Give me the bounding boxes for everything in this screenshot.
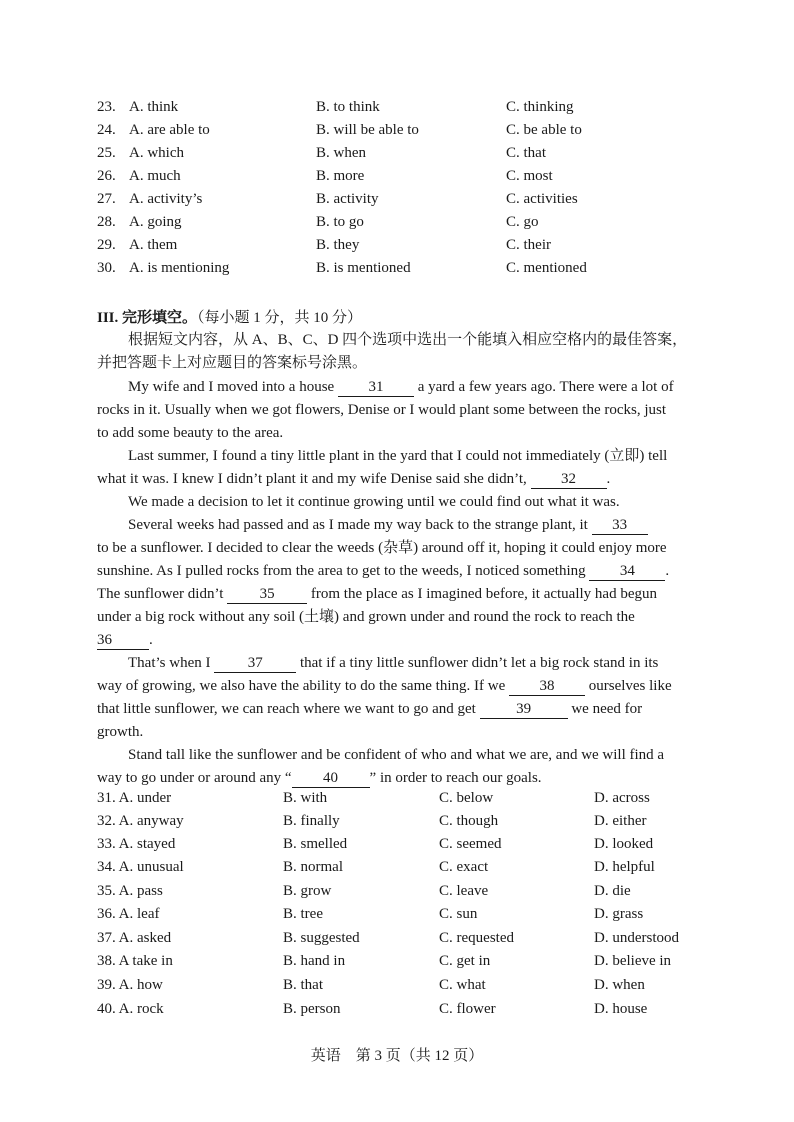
option-c: C. sun	[439, 906, 478, 922]
question-number: 23.	[97, 99, 116, 115]
option-a: A. much	[129, 168, 181, 184]
question-number: 29.	[97, 237, 116, 253]
passage-text: way of growing, we also have the ability to do the same thing. If we	[97, 678, 506, 694]
instruction-line: 并把答题卡上对应题目的答案标号涂黑。	[97, 355, 368, 371]
question-number: 28.	[97, 214, 116, 230]
passage-text: way to go under or around any “	[97, 770, 292, 786]
option-c: C. activities	[506, 191, 578, 207]
question-number: 30.	[97, 260, 116, 276]
option-a: 31. A. under	[97, 790, 172, 806]
passage-line	[97, 468, 704, 491]
option-a: A. them	[129, 237, 178, 253]
option-a: 37. A. asked	[97, 930, 172, 946]
section-instructions-2	[97, 352, 704, 375]
option-b: B. when	[316, 145, 366, 161]
option-a: A. which	[129, 145, 184, 161]
option-row-32	[97, 813, 737, 835]
blank-39: 39	[480, 701, 568, 719]
section-score: （每小题 1 分，共 10 分）	[197, 310, 363, 326]
option-c: C. their	[506, 237, 551, 253]
option-b: B. hand in	[283, 953, 346, 969]
option-c: C. though	[439, 813, 499, 829]
question-number: 27.	[97, 191, 116, 207]
passage-text: that if a tiny little sunflower didn’t let a big rock stand in its	[299, 655, 659, 671]
blank-36: 36	[97, 632, 149, 650]
option-a: 40. A. rock	[97, 1001, 164, 1017]
passage-text: sunshine. As I pulled rocks from the area to get to the weeds, I noticed something	[97, 563, 586, 579]
option-d: D. either	[594, 813, 647, 829]
option-a: A. going	[129, 214, 182, 230]
option-d: D. die	[594, 883, 631, 899]
option-b: B. with	[283, 790, 328, 806]
passage-text: ” in order to reach our goals.	[369, 770, 542, 786]
option-row-35	[97, 883, 737, 905]
option-c: C. below	[439, 790, 494, 806]
passage-text: .	[665, 563, 670, 579]
option-a: 38. A take in	[97, 953, 173, 969]
option-row-28	[97, 214, 794, 236]
blank-40: 40	[292, 770, 370, 788]
passage-text: that little sunflower, we can reach where we want to go and get	[97, 701, 476, 717]
blank-33: 33	[592, 517, 648, 535]
option-row-23	[97, 99, 794, 121]
option-b: B. grow	[283, 883, 332, 899]
option-row-30	[97, 260, 794, 282]
question-number: 24.	[97, 122, 116, 138]
option-row-33	[97, 836, 737, 858]
passage-line	[97, 560, 704, 583]
option-b: B. person	[283, 1001, 341, 1017]
option-a: A. think	[129, 99, 179, 115]
passage-text: The sunflower didn’t	[97, 586, 224, 602]
passage-line: rocks in it. Usually when we got flowers, Denise or I would plant some between the rocks, just	[97, 402, 667, 418]
section-instructions	[128, 329, 704, 352]
passage-line	[97, 675, 704, 698]
passage-line	[97, 629, 704, 652]
question-number: 26.	[97, 168, 116, 184]
option-b: B. is mentioned	[316, 260, 411, 276]
option-d: D. across	[594, 790, 650, 806]
option-c: C. mentioned	[506, 260, 587, 276]
section-title: III. 完形填空。	[97, 310, 198, 326]
option-c: C. flower	[439, 1001, 496, 1017]
passage-line: to be a sunflower. I decided to clear the weeds (杂草) around off it, hoping it could enjoy more	[97, 540, 667, 556]
option-c: C. seemed	[439, 836, 502, 852]
option-c: C. what	[439, 977, 486, 993]
passage-text: from the place as I imagined before, it actually had begun	[310, 586, 657, 602]
passage-line: Last summer, I found a tiny little plant in the yard that I could not immediately (立即) tell	[128, 448, 668, 464]
passage-line	[97, 514, 704, 537]
passage-line: Stand tall like the sunflower and be confident of who and what we are, and we will find a	[128, 747, 665, 763]
page-footer: 英语 第 3 页（共 12 页）	[310, 1048, 484, 1064]
option-c: C. exact	[439, 859, 489, 875]
option-row-37	[97, 930, 737, 952]
option-a: 35. A. pass	[97, 883, 163, 899]
passage-text: My wife and I moved into a house	[128, 379, 335, 395]
question-number: 25.	[97, 145, 116, 161]
passage-text: .	[606, 471, 611, 487]
passage-text: we need for	[571, 701, 643, 717]
option-c: C. be able to	[506, 122, 582, 138]
option-b: B. finally	[283, 813, 340, 829]
blank-31: 31	[338, 379, 414, 397]
option-b: B. will be able to	[316, 122, 419, 138]
option-a: A. activity’s	[129, 191, 203, 207]
option-a: 36. A. leaf	[97, 906, 160, 922]
passage-text: ourselves like	[588, 678, 672, 694]
passage-line	[97, 652, 704, 675]
option-row-24	[97, 122, 794, 144]
option-row-39	[97, 977, 737, 999]
option-b: B. tree	[283, 906, 323, 922]
option-row-29	[97, 237, 794, 259]
passage-line	[97, 767, 704, 790]
option-d: D. helpful	[594, 859, 655, 875]
option-a: 32. A. anyway	[97, 813, 184, 829]
option-row-26	[97, 168, 794, 190]
option-row-38	[97, 953, 737, 975]
option-b: B. more	[316, 168, 365, 184]
option-d: D. grass	[594, 906, 644, 922]
option-row-34	[97, 859, 737, 881]
passage	[97, 376, 704, 790]
passage-line	[97, 376, 704, 399]
option-c: C. requested	[439, 930, 514, 946]
option-a: A. is mentioning	[129, 260, 230, 276]
passage-line	[97, 698, 704, 721]
option-b: B. smelled	[283, 836, 348, 852]
passage-line: under a big rock without any soil (土壤) and grown under and round the rock to reach the	[97, 609, 635, 625]
passage-text: That’s when I	[128, 655, 211, 671]
section-heading	[97, 306, 362, 327]
option-b: B. that	[283, 977, 323, 993]
option-c: C. thinking	[506, 99, 574, 115]
passage-line: We made a decision to let it continue growing until we could find out what it was.	[128, 494, 620, 510]
option-a: 34. A. unusual	[97, 859, 184, 875]
option-d: D. looked	[594, 836, 654, 852]
blank-35: 35	[227, 586, 307, 604]
option-b: B. suggested	[283, 930, 360, 946]
option-row-31	[97, 790, 737, 812]
option-a: 33. A. stayed	[97, 836, 176, 852]
blank-32: 32	[531, 471, 607, 489]
option-row-40	[97, 1001, 737, 1023]
blank-37: 37	[214, 655, 296, 673]
option-d: D. house	[594, 1001, 648, 1017]
passage-line	[97, 583, 704, 606]
option-a: A. are able to	[129, 122, 210, 138]
blank-34: 34	[589, 563, 665, 581]
passage-line: to add some beauty to the area.	[97, 425, 284, 441]
option-c: C. go	[506, 214, 539, 230]
passage-text: Several weeks had passed and as I made my way back to the strange plant, it	[128, 517, 588, 533]
blank-38: 38	[509, 678, 585, 696]
passage-line: growth.	[97, 724, 144, 740]
option-c: C. that	[506, 145, 546, 161]
passage-text: what it was. I knew I didn’t plant it and my wife Denise said she didn’t,	[97, 471, 527, 487]
option-row-27	[97, 191, 794, 213]
option-b: B. activity	[316, 191, 379, 207]
option-row-36	[97, 906, 737, 928]
option-b: B. to think	[316, 99, 380, 115]
option-d: D. believe in	[594, 953, 672, 969]
instruction-line: 根据短文内容，从 A、B、C、D 四个选项中选出一个能填入相应空格内的最佳答案，	[128, 332, 688, 348]
passage-text: .	[149, 632, 153, 648]
option-c: C. leave	[439, 883, 489, 899]
option-d: D. when	[594, 977, 645, 993]
option-d: D. understood	[594, 930, 679, 946]
option-c: C. get in	[439, 953, 491, 969]
option-row-25	[97, 145, 794, 167]
option-c: C. most	[506, 168, 553, 184]
option-b: B. to go	[316, 214, 364, 230]
option-b: B. they	[316, 237, 360, 253]
passage-text: a yard a few years ago. There were a lot of	[417, 379, 674, 395]
option-a: 39. A. how	[97, 977, 163, 993]
option-b: B. normal	[283, 859, 343, 875]
